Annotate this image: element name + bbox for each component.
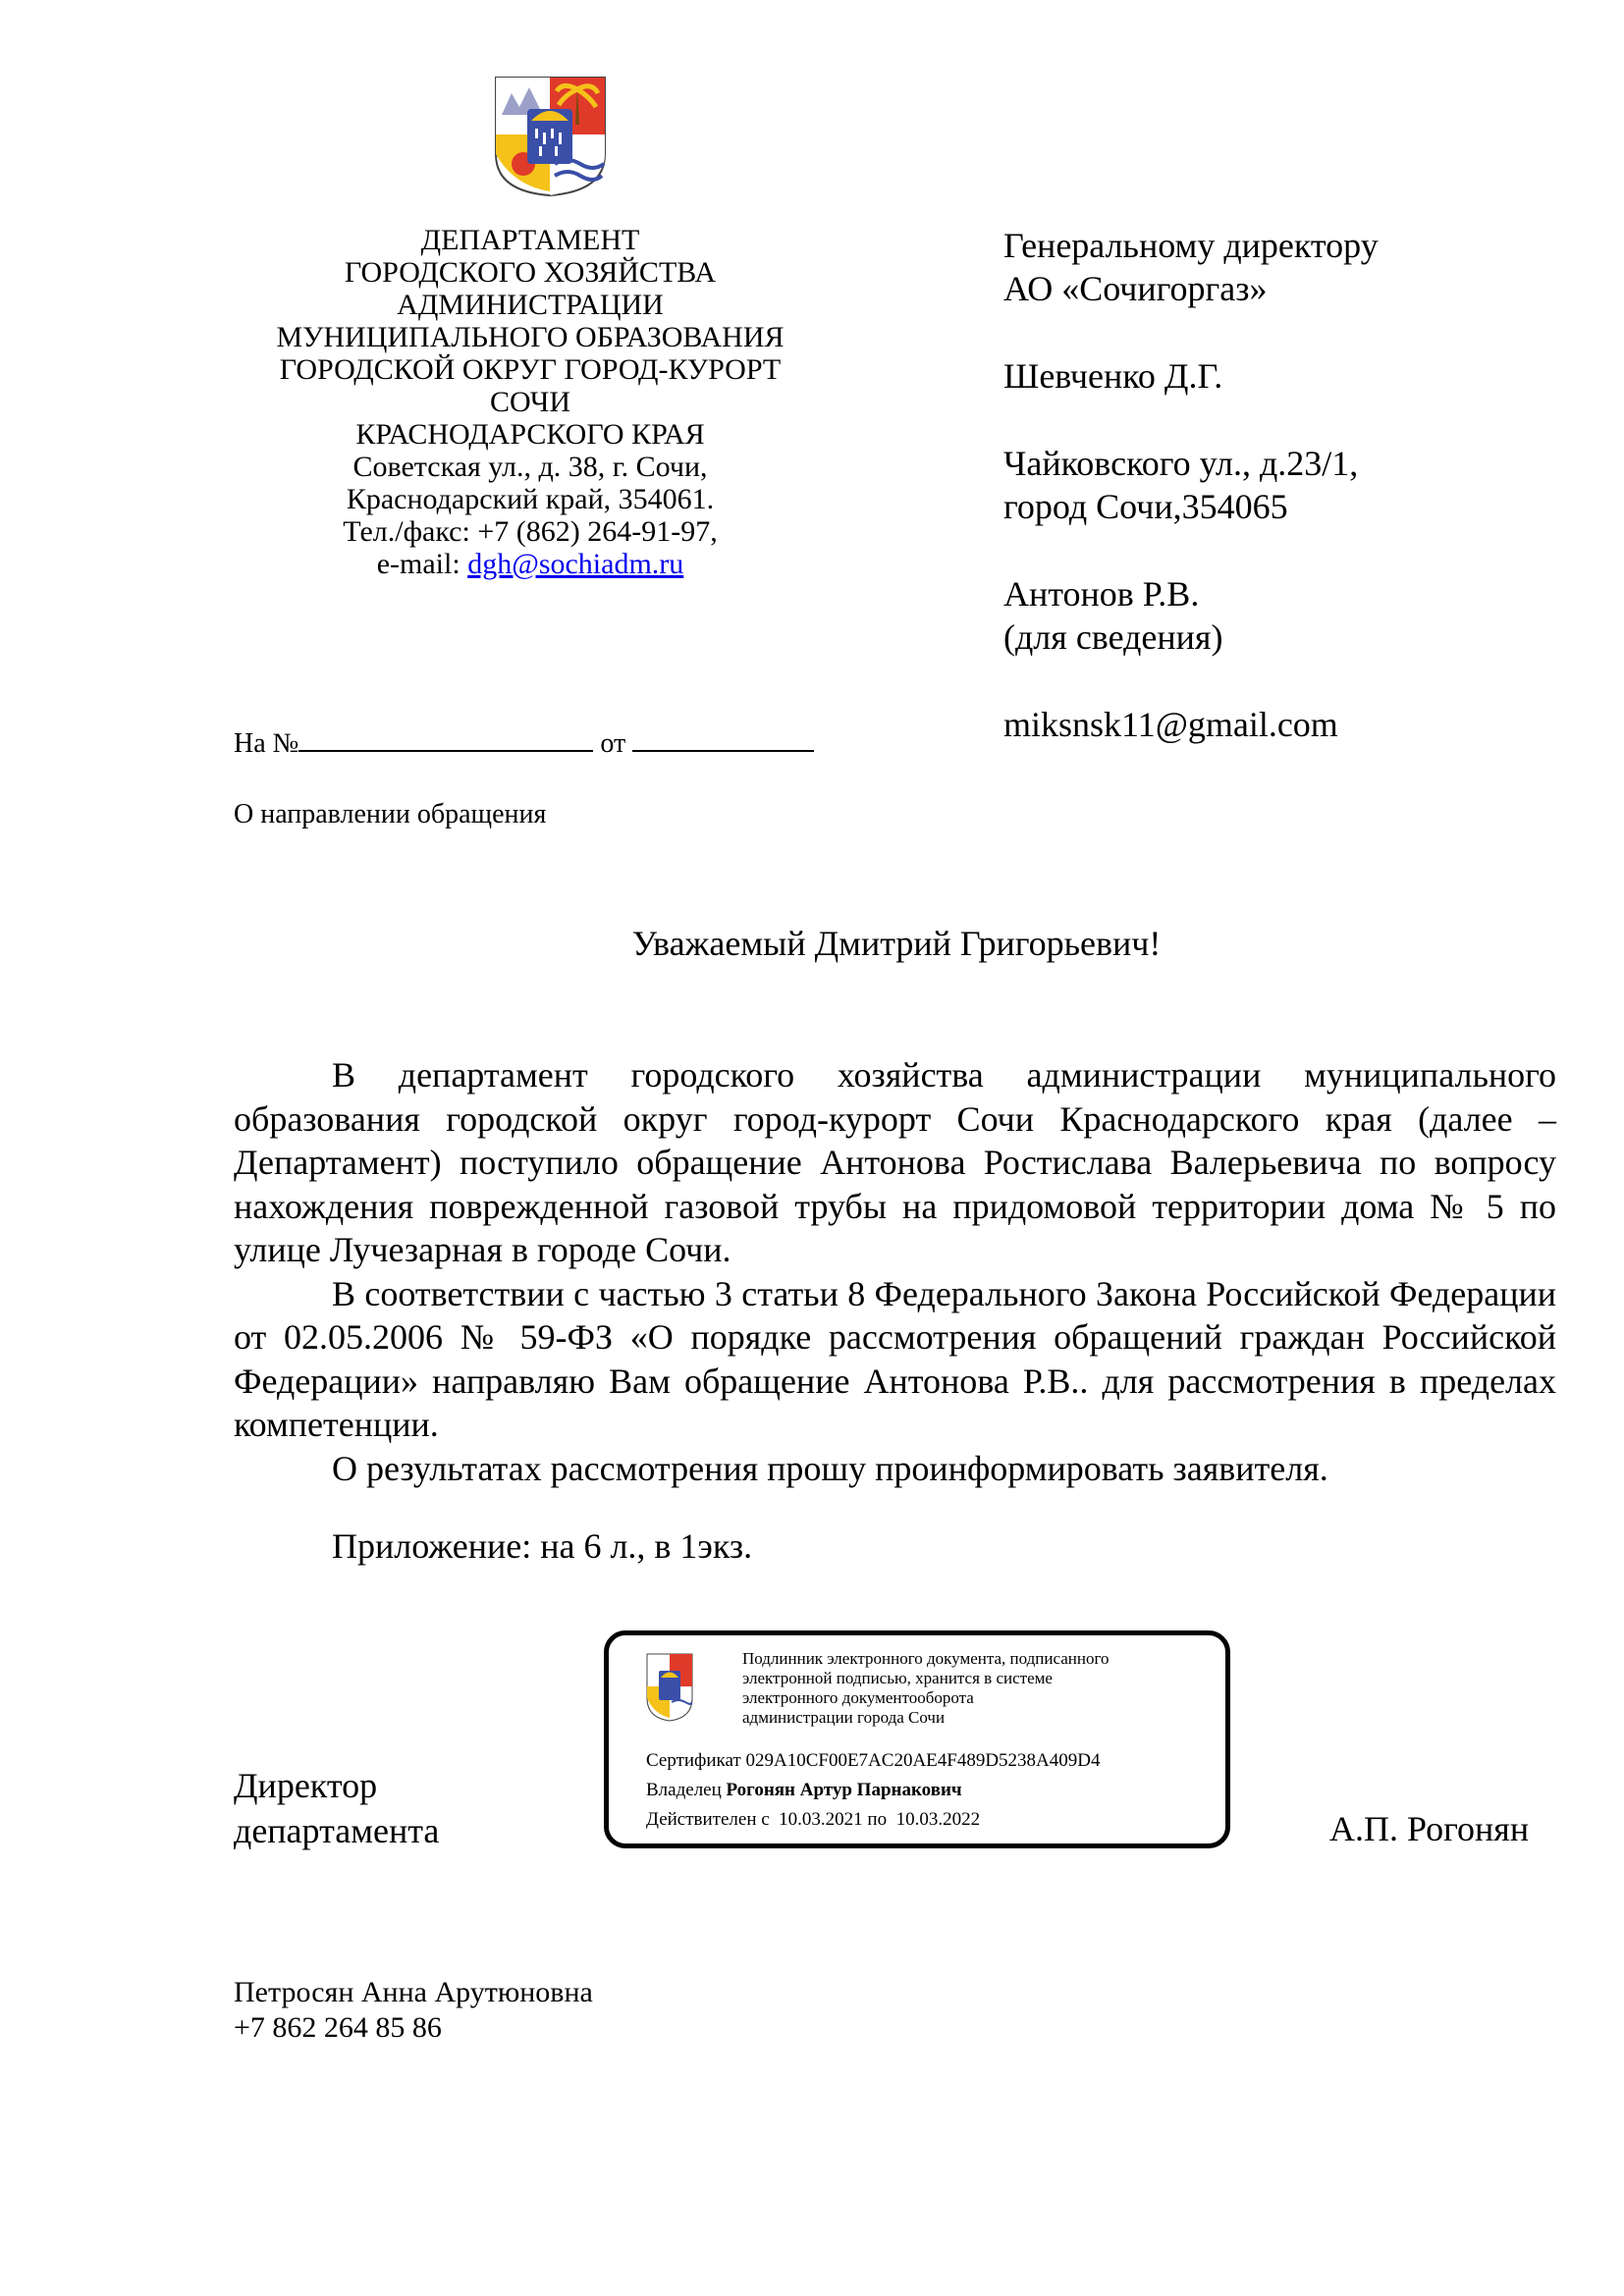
valid-label: Действителен с <box>646 1809 770 1830</box>
owner-value: Рогонян Артур Парнакович <box>726 1780 962 1800</box>
dept-email-line <box>236 548 825 580</box>
certificate-label: Сертификат <box>646 1750 741 1771</box>
dept-address-line: Краснодарский край, 354061. <box>346 483 715 515</box>
signature-position-line: департамента <box>234 1811 440 1850</box>
stamp-note-line: Подлинник электронного документа, подписанного <box>742 1649 1110 1668</box>
reference-number-label: На № <box>234 728 299 759</box>
copy-recipient-note: (для сведения) <box>1003 617 1223 657</box>
addressee-block <box>1003 224 1553 746</box>
valid-to: 10.03.2022 <box>895 1809 981 1830</box>
body-paragraph: В департамент городского хозяйства администрации муниципального образования городской округ город-курорт Сочи Краснодарского края (далее – Департамент) поступило обращение Антонова Ростислава Валерьевича по вопросу нахождения поврежденной газовой трубы на придомовой территории дома № 5 по улице Лучезарная в городе Сочи. <box>234 1055 1556 1269</box>
signature-position <box>234 1763 439 1853</box>
greeting: Уважаемый Дмитрий Григорьевич! <box>631 924 1162 963</box>
stamp-details <box>646 1746 1101 1835</box>
reference-date-label: от <box>600 728 626 759</box>
executor-name: Петросян Анна Арутюновна <box>234 1976 593 2008</box>
addressee-city: город Сочи,354065 <box>1003 487 1288 526</box>
email-prefix: e-mail: <box>376 548 468 580</box>
stamp-note-line: электронной подписью, хранится в системе <box>742 1669 1053 1687</box>
dept-phone: Тел./факс: +7 (862) 264-91-97, <box>343 515 718 548</box>
dept-address-line: Советская ул., д. 38, г. Сочи, <box>352 451 708 483</box>
certificate-value: 029A10CF00E7AC20AE4F489D5238A409D4 <box>745 1750 1101 1771</box>
dept-line: ГОРОДСКОГО ХОЗЯЙСТВА <box>344 256 717 289</box>
department-header <box>236 224 825 580</box>
electronic-signature-stamp <box>604 1630 1230 1848</box>
dept-line: СОЧИ <box>489 386 571 418</box>
stamp-note-line: электронного документооборота <box>742 1688 974 1707</box>
reference-date-blank <box>632 726 814 752</box>
dept-line: КРАСНОДАРСКОГО КРАЯ <box>355 418 705 451</box>
reference-number-blank <box>298 726 593 752</box>
letter-subject: О направлении обращения <box>234 799 547 829</box>
stamp-note-line: администрации города Сочи <box>742 1708 946 1727</box>
coat-of-arms-logo <box>494 76 607 197</box>
owner-label: Владелец <box>646 1780 722 1800</box>
body-paragraph: В соответствии с частью 3 статьи 8 Федерального Закона Российской Федерации от 02.05.2006 № 59-ФЗ «О порядке рассмотрения обращений граждан Российской Федерации» направляю Вам обращение Антонова Р.В.. для рассмотрения в пределах компетенции. <box>234 1273 1556 1444</box>
stamp-owner <box>646 1776 1101 1805</box>
addressee-company: АО «Сочигоргаз» <box>1003 269 1268 308</box>
body-paragraph: О результатах рассмотрения прошу проинформировать заявителя. <box>332 1448 1328 1488</box>
addressee-title: Генеральному директору <box>1003 226 1379 265</box>
executor-info <box>234 1975 593 2046</box>
attachment-note: Приложение: на 6 л., в 1экз. <box>332 1526 753 1566</box>
letter-body <box>234 1053 1556 1569</box>
addressee-street: Чайковского ул., д.23/1, <box>1003 444 1359 483</box>
stamp-certificate <box>646 1746 1101 1776</box>
reference-line <box>234 726 814 760</box>
dept-line: МУНИЦИПАЛЬНОГО ОБРАЗОВАНИЯ <box>276 321 785 353</box>
addressee-name: Шевченко Д.Г. <box>1003 356 1223 396</box>
email-link[interactable]: dgh@sochiadm.ru <box>467 548 684 580</box>
executor-phone: +7 862 264 85 86 <box>234 2011 442 2044</box>
valid-to-label: по <box>867 1809 888 1830</box>
valid-from: 10.03.2021 <box>779 1809 863 1830</box>
stamp-coat-of-arms-icon <box>646 1653 693 1722</box>
dept-line: ДЕПАРТАМЕНТ <box>420 224 640 256</box>
signature-name: А.П. Рогонян <box>1329 1809 1530 1848</box>
copy-recipient-email: miksnsk11@gmail.com <box>1003 705 1338 744</box>
stamp-note <box>742 1649 1204 1728</box>
signature-position-line: Директор <box>234 1766 378 1805</box>
dept-line: ГОРОДСКОЙ ОКРУГ ГОРОД-КУРОРТ <box>279 353 782 386</box>
copy-recipient-name: Антонов Р.В. <box>1003 574 1200 614</box>
stamp-validity <box>646 1805 1101 1835</box>
dept-line: АДМИНИСТРАЦИИ <box>397 289 664 321</box>
